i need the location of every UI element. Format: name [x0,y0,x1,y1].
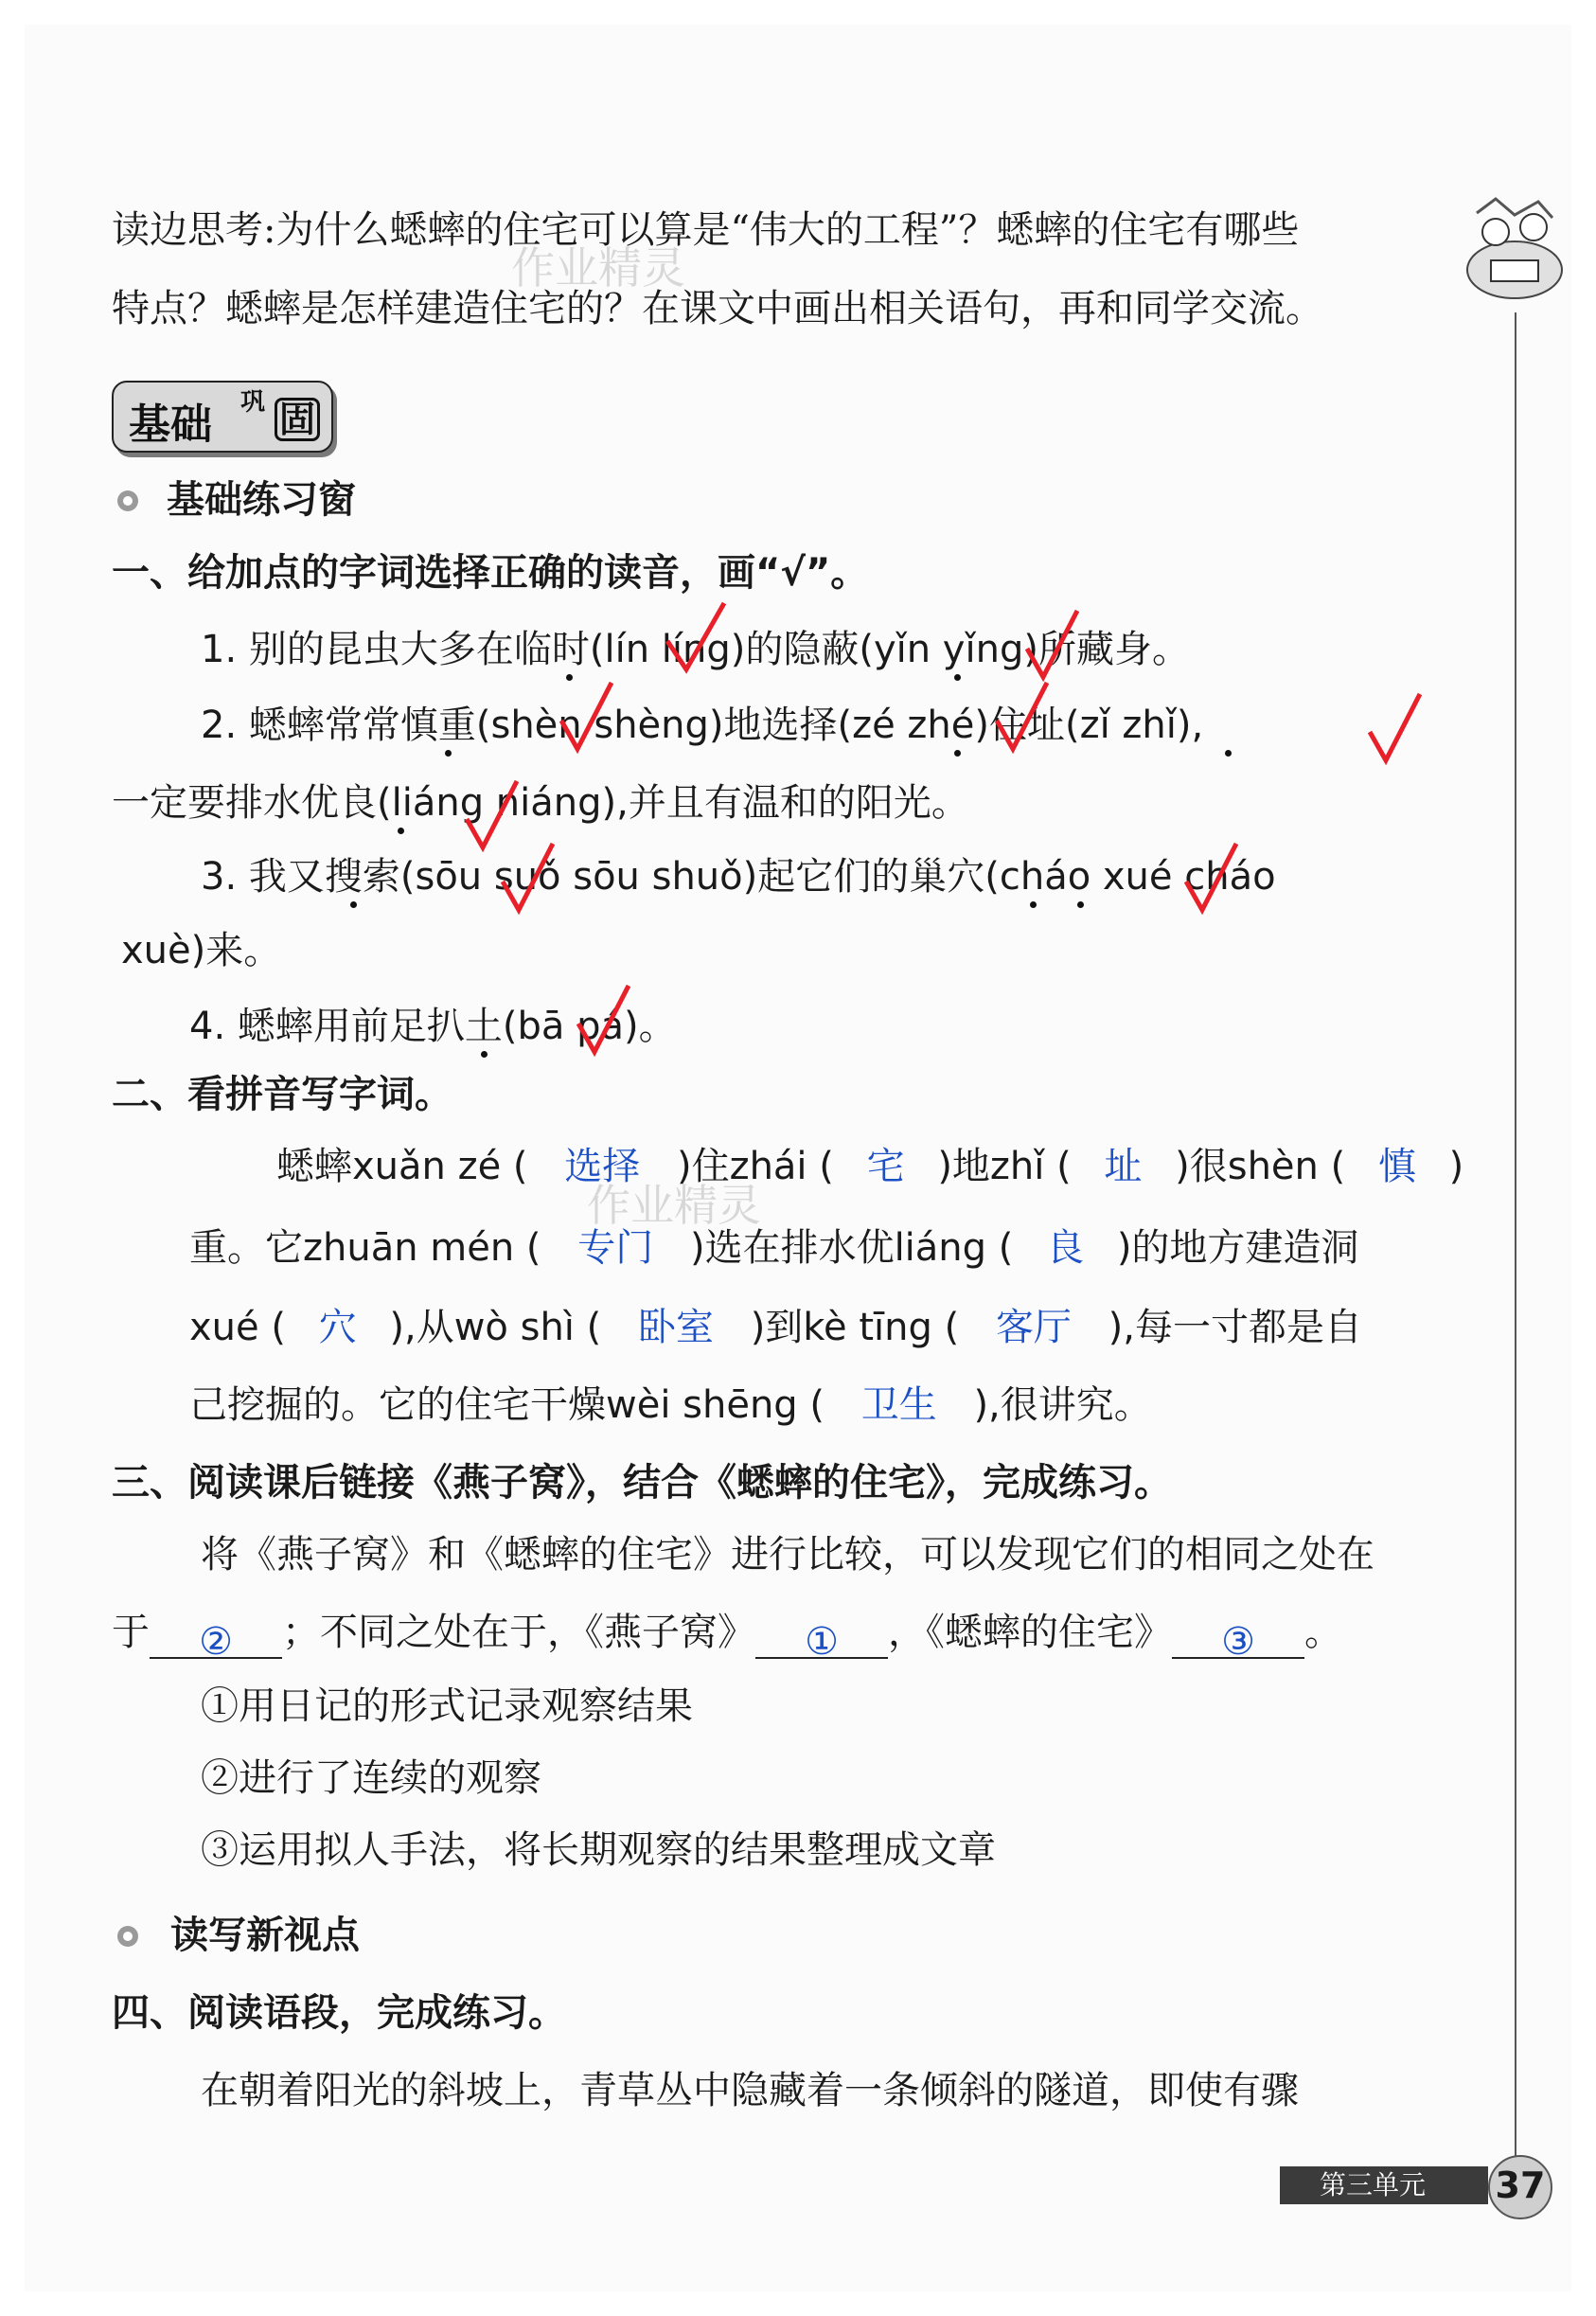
q3-text: ；不同之处在于，《燕子窝》 [282,1611,755,1654]
pinyin-text: )选在排水优liáng ( [689,1226,1014,1270]
q2-line-4 [189,1379,1152,1432]
check-mark-icon [574,981,632,1059]
q1-item-4: 4. 蟋蟀用前足扒土(bā pá)。 [189,1005,677,1048]
pinyin-text: )住zhái ( [676,1145,834,1188]
emphasis-dot [1225,750,1232,757]
check-mark-icon [663,598,729,676]
intro-line-2: 特点？蟋蟀是怎样建造住宅的？在课文中画出相关语句，再和同学交流。 [112,287,1323,330]
badge-small2: 固 [275,398,320,441]
emphasis-dot [954,750,961,757]
q3-title: 三、阅读课后链接《燕子窝》，结合《蟋蟀的住宅》，完成练习。 [112,1461,1172,1505]
emphasis-dot [350,901,357,908]
badge-main: 基础 [129,401,212,449]
intro-line-1: 读边思考:为什么蟋蟀的住宅可以算是“伟大的工程”？蟋蟀的住宅有哪些 [112,208,1300,252]
answer-text: 良 [1046,1226,1085,1270]
emphasis-dot [398,828,404,834]
check-mark-icon [557,678,615,756]
answer-text: 卫生 [860,1383,937,1427]
q1-item-3: 3. 我又搜索(sōu suǒ sōu shuǒ)起它们的巢穴(cháo xué cháo [201,855,1276,899]
answer-blank-same: ② [150,1615,282,1659]
section-read-title: 读写新视点 [170,1914,360,1957]
flower-bullet-icon [112,1922,144,1951]
q1-item-1: 1. 别的昆虫大多在临时(lín líng)的隐蔽(yǐn yǐng)所藏身。 [201,628,1190,671]
answer-blank-swallow: ① [755,1615,888,1659]
q3-option-1: ①用日记的形式记录观察结果 [201,1684,693,1728]
answer-blank-cricket: ③ [1172,1615,1304,1659]
watermark-2: 作业精灵 [587,1180,761,1231]
emphasis-dot [481,1051,488,1058]
check-mark-icon [992,678,1051,756]
emphasis-dot [1030,901,1037,908]
answer-text: 穴 [318,1306,357,1349]
pinyin-text: ),很讲究。 [973,1383,1152,1427]
pinyin-text: 己挖掘的。它的住宅干燥wèi shēng ( [189,1383,825,1427]
emphasis-dot [954,674,961,681]
check-mark-icon [498,839,557,917]
answer-text: 专门 [577,1226,654,1270]
emphasis-dot [1077,901,1084,908]
check-mark-icon [1022,606,1081,684]
q4-title: 四、阅读语段，完成练习。 [112,1991,566,2035]
pinyin-text: ) [1448,1145,1464,1188]
answer-text: 宅 [866,1145,905,1188]
q1-item-2b: 一定要排水优良(liáng niáng),并且有温和的阳光。 [112,781,969,825]
pinyin-text: )地zhǐ ( [937,1145,1072,1188]
q3-line-1: 将《燕子窝》和《蟋蟀的住宅》进行比较，可以发现它们的相同之处在 [201,1533,1374,1577]
q2-line-1 [276,1140,1463,1193]
pinyin-text: ),每一寸都是自 [1108,1306,1362,1349]
q2-line-2 [189,1221,1358,1274]
q4-line-1: 在朝着阳光的斜坡上，青草丛中隐藏着一条倾斜的隧道，即使有骤 [201,2069,1299,2112]
answer-text: 选择 [564,1145,641,1188]
pinyin-text: )的地方建造洞 [1116,1226,1359,1270]
pinyin-text: xué ( [189,1306,286,1349]
q2-title: 二、看拼音写字词。 [112,1073,452,1116]
pinyin-text: 蟋蟀xuǎn zé ( [276,1145,528,1188]
margin-rule [1515,312,1516,2159]
answer-text: 慎 [1377,1145,1416,1188]
q3-text: ，《蟋蟀的住宅》 [888,1611,1172,1654]
emphasis-dot [445,750,452,757]
q1-item-3b: xuè)来。 [121,929,282,972]
page-number-badge [1488,2155,1552,2219]
watermark: 作业精灵 [511,242,685,294]
q1-title: 一、给加点的字词选择正确的读音，画“√”。 [112,551,869,595]
q2-line-3 [189,1301,1362,1354]
badge-small: 巩 [240,388,266,417]
page-number: 37 [1495,2165,1546,2206]
check-mark-icon [1365,689,1424,767]
reading-kids-illustration [1458,194,1571,317]
pinyin-text: )很shèn ( [1175,1145,1346,1188]
section-basic-title: 基础练习窗 [167,478,356,522]
answer-text: 卧室 [637,1306,714,1349]
q3-option-2: ②进行了连续的观察 [201,1756,541,1800]
answer-text: 址 [1104,1145,1143,1188]
pinyin-text: 重。它zhuān mén ( [189,1226,541,1270]
answer-text: 客厅 [995,1306,1072,1349]
pinyin-text: )到kè tīng ( [750,1306,960,1349]
check-mark-icon [1181,839,1240,917]
section-badge [112,381,333,453]
pinyin-text: ),从wò shì ( [389,1306,602,1349]
unit-label [1280,2166,1488,2204]
unit-label-text: 第三单元 [1320,2169,1427,2200]
q3-text: 于 [112,1611,150,1654]
q3-option-3: ③运用拟人手法，将长期观察的结果整理成文章 [201,1828,996,1872]
q3-line-2 [112,1606,1342,1664]
flower-bullet-icon [112,487,144,515]
q1-item-2: 2. 蟋蟀常常慎重(shèn shèng)地选择(zé zhé)住址(zǐ zhǐ), [201,704,1204,747]
q3-text: 。 [1304,1611,1342,1654]
